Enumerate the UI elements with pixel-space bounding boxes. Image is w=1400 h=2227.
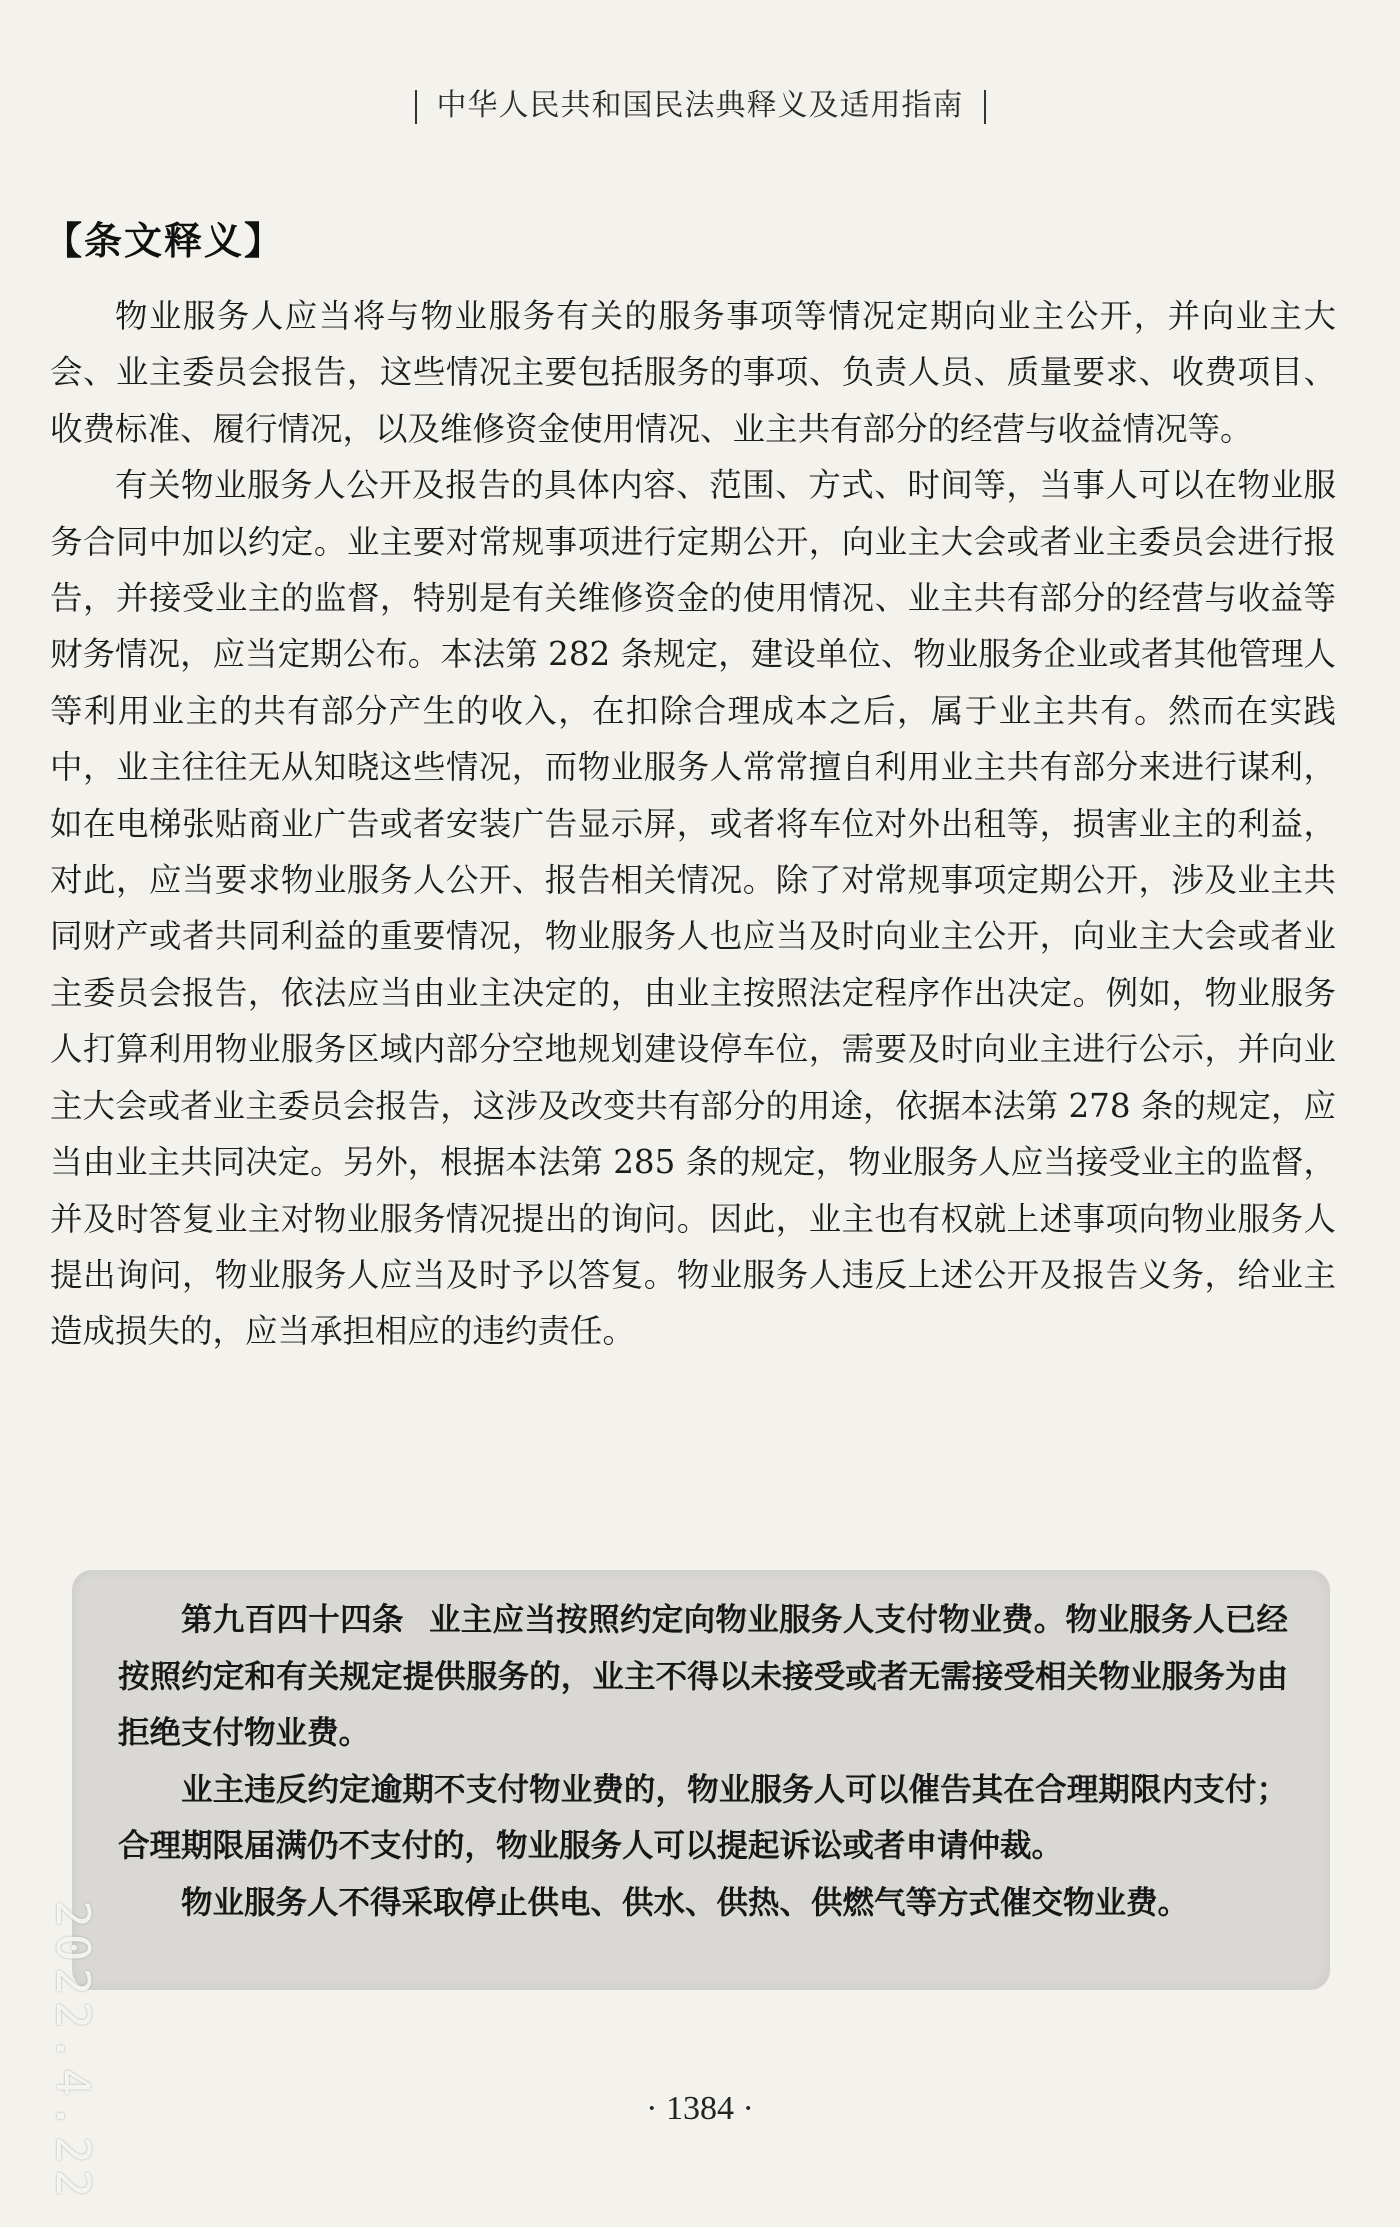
section-heading: 【条文释义】 [44,219,285,263]
header-right-rule [984,90,986,124]
article-paragraph-1-text: 业主应当按照约定向物业服务人支付物业费。物业服务人已经按照约定和有关规定提供服务的，业主不得以未接受或者无需接受相关物业服务为由拒绝支付物业费。 [118,1602,1288,1751]
article-text [118,1592,1288,1931]
header-left-rule [415,90,417,124]
running-title: 中华人民共和国民法典释义及适用指南 [436,88,964,123]
article-number: 第九百四十四条 [181,1602,404,1638]
article-paragraph-1 [118,1592,1288,1762]
page-number: · 1384 · [646,2090,754,2127]
running-header [0,80,1400,124]
interpretation-paragraph-1: 物业服务人应当将与物业服务有关的服务事项等情况定期向业主公开，并向业主大会、业主委员会报告，这些情况主要包括服务的事项、负责人员、质量要求、收费项目、收费标准、履行情况，以及维修资金使用情况、业主共有部分的经营与收益情况等。 [50,297,1336,448]
article-paragraph-3: 物业服务人不得采取停止供电、供水、供热、供燃气等方式催交物业费。 [181,1884,1190,1921]
interpretation-paragraph-2: 有关物业服务人公开及报告的具体内容、范围、方式、时间等，当事人可以在物业服务合同中加以约定。业主要对常规事项进行定期公开，向业主大会或者业主委员会进行报告，并接受业主的监督，特别是有关维修资金的使用情况、业主共有部分的经营与收益等财务情况，应当定期公布。本法第 282 条规定，建设单位、物业服务企业或者其他管理人等利用业主的共有部分产生的收入，在扣除合理成本之后，属于业主共有。然而在实践中，业主往往无从知晓这些情况，而物业服务人常常擅自利用业主共有部分来进行谋利，如在电梯张贴商业广告或者安装广告显示屏，或者将车位对外出租等，损害业主的利益，对此，应当要求物业服务人公开、报告相关情况。除了对常规事项定期公开，涉及业主共同财产或者共同利益的重要情况，物业服务人也应当及时向业主公开，向业主大会或者业主委员会报告，依法应当由业主决定的，由业主按照法定程序作出决定。例如，物业服务人打算利用物业服务区域内部分空地规划建设停车位，需要及时向业主进行公示，并向业主大会或者业主委员会报告，这涉及改变共有部分的用途，依据本法第 278 条的规定，应当由业主共同决定。另外，根据本法第 285 条的规定，物业服务人应当接受业主的监督，并及时答复业主对物业服务情况提出的询问。因此，业主也有权就上述事项向物业服务人提出询问，物业服务人应当及时予以答复。物业服务人违反上述公开及报告义务，给业主造成损失的，应当承担相应的违约责任。 [50,466,1336,1351]
article-paragraph-2: 业主违反约定逾期不支付物业费的，物业服务人可以催告其在合理期限内支付；合理期限届满仍不支付的，物业服务人可以提起诉讼或者申请仲裁。 [118,1771,1288,1864]
photo-date-stamp: 2022.4.22 [46,1900,100,2204]
interpretation-body [50,288,1336,1360]
